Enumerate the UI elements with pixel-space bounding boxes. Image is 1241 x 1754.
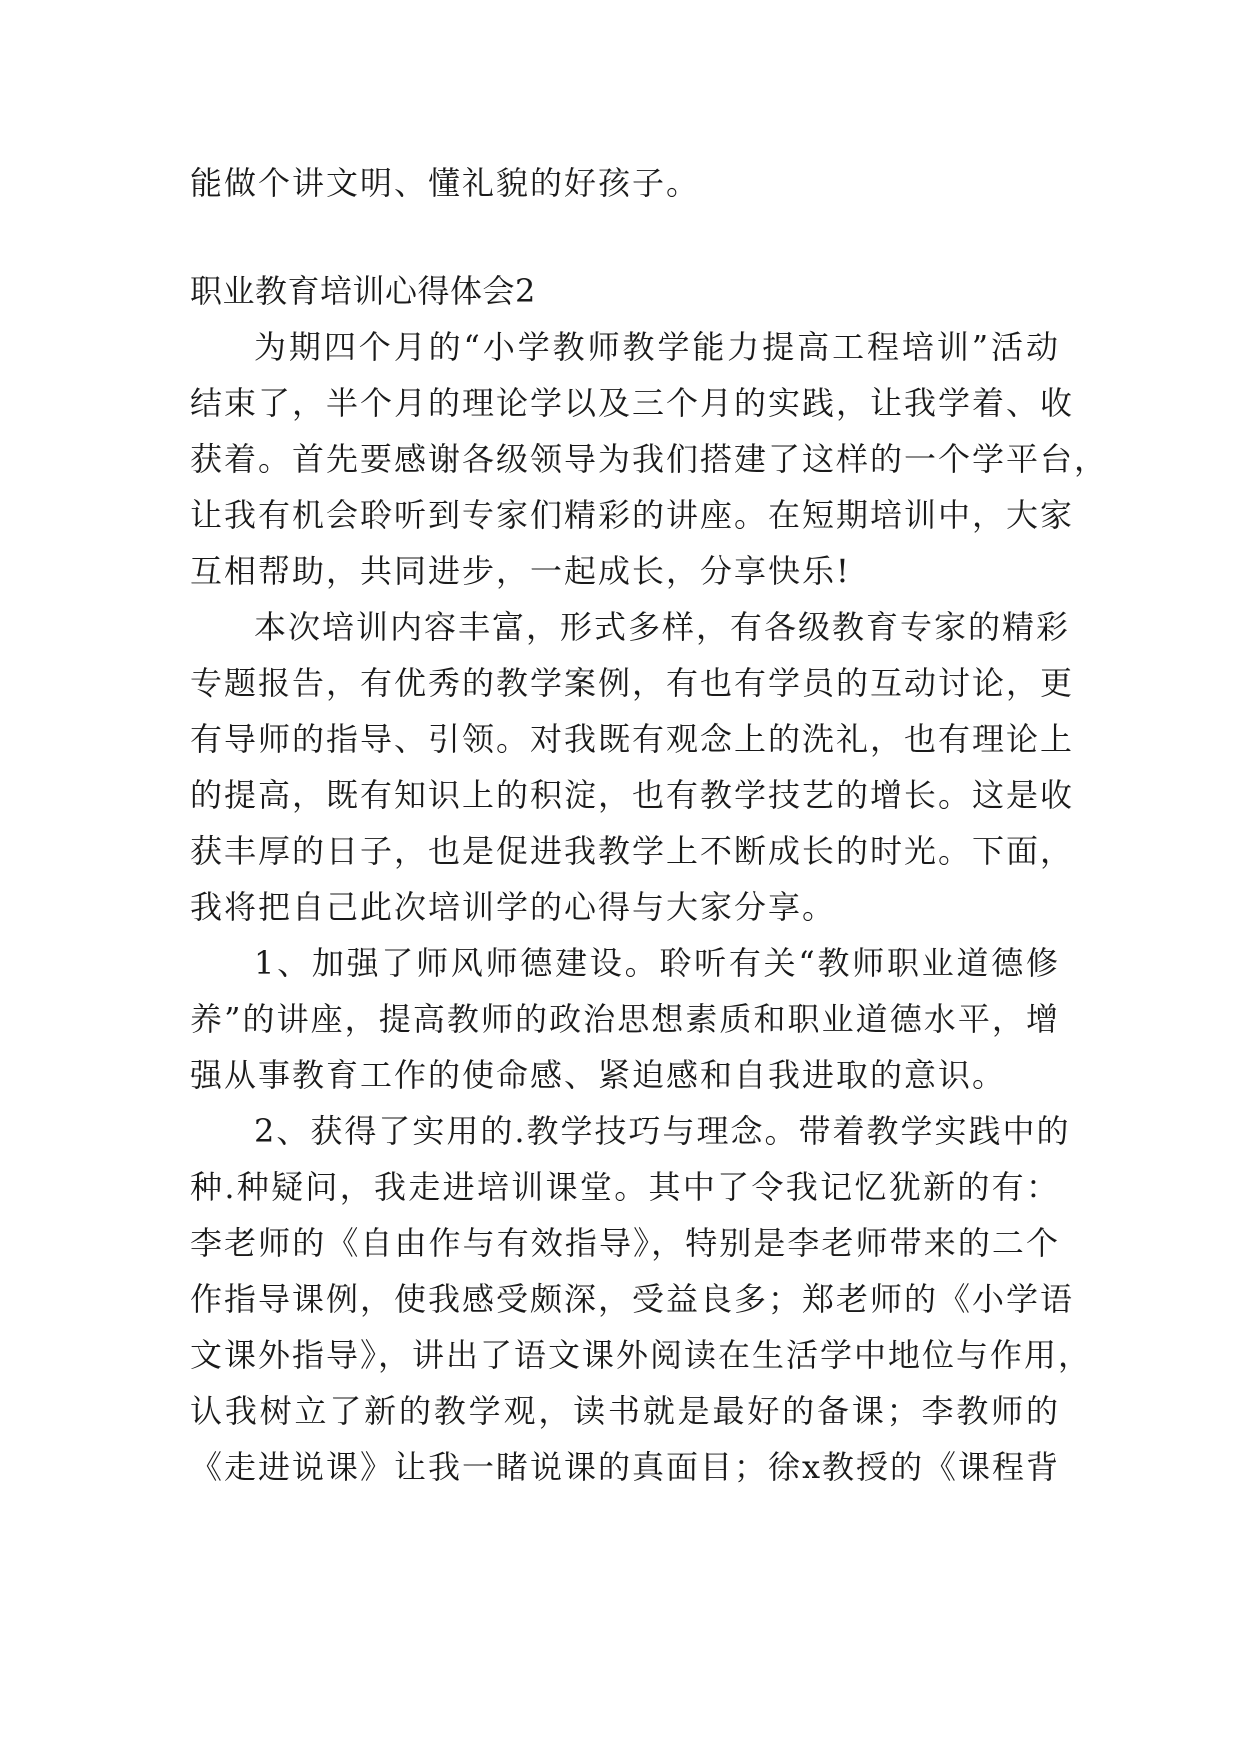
paragraph-4 (190, 1103, 1093, 1495)
text-line: 1、加强了师风师德建设。聆听有关“教师职业道德修 (254, 944, 1060, 982)
paragraph-2 (190, 599, 1075, 935)
intro-line: 能做个讲文明、懂礼貌的好孩子。 (190, 164, 701, 202)
text-line: 的提高，既有知识上的积淀，也有教学技艺的增长。这是收 (190, 776, 1075, 814)
text-line: 2、获得了实用的.教学技巧与理念。带着教学实践中的 (254, 1112, 1071, 1150)
text-line: 获丰厚的日子，也是促进我教学上不断成长的时光。下面， (190, 832, 1075, 870)
text-line: 作指导课例，使我感受颇深，受益良多；郑老师的《小学语 (190, 1280, 1075, 1318)
text-line: 李老师的《自由作与有效指导》，特别是李老师带来的二个 (190, 1224, 1060, 1262)
text-line: 认我树立了新的教学观，读书就是最好的备课；李教师的 (190, 1392, 1060, 1430)
section-title: 职业教育培训心得体会2 (190, 272, 536, 310)
paragraph-1 (190, 319, 1109, 599)
text-line: 《走进说课》让我一睹说课的真面目；徐x教授的《课程背 (190, 1448, 1061, 1486)
text-line: 本次培训内容丰富，形式多样，有各级教育专家的精彩 (254, 608, 1071, 646)
document-body (190, 155, 1109, 1495)
text-line: 强从事教育工作的使命感、紧迫感和自我进取的意识。 (190, 1056, 1007, 1094)
paragraph-3 (190, 935, 1060, 1103)
text-line: 文课外指导》，讲出了语文课外阅读在生活学中地位与作用， (190, 1336, 1093, 1374)
text-line: 获着。首先要感谢各级领导为我们搭建了这样的一个学平台， (190, 440, 1109, 478)
text-line: 养”的讲座，提高教师的政治思想素质和职业道德水平，增 (190, 1000, 1060, 1038)
text-line: 有导师的指导、引领。对我既有观念上的洗礼，也有理论上 (190, 720, 1075, 758)
text-line: 种.种疑问，我走进培训课堂。其中了令我记忆犹新的有： (190, 1168, 1060, 1206)
text-line: 为期四个月的“小学教师教学能力提高工程培训”活动 (254, 328, 1060, 366)
text-line: 结束了，半个月的理论学以及三个月的实践，让我学着、收 (190, 384, 1075, 422)
text-line: 专题报告，有优秀的教学案例，有也有学员的互动讨论，更 (190, 664, 1075, 702)
text-line: 让我有机会聆听到专家们精彩的讲座。在短期培训中，大家 (190, 496, 1075, 534)
text-line: 我将把自己此次培训学的心得与大家分享。 (190, 888, 837, 926)
text-line: 互相帮助，共同进步，一起成长，分享快乐! (190, 552, 851, 590)
